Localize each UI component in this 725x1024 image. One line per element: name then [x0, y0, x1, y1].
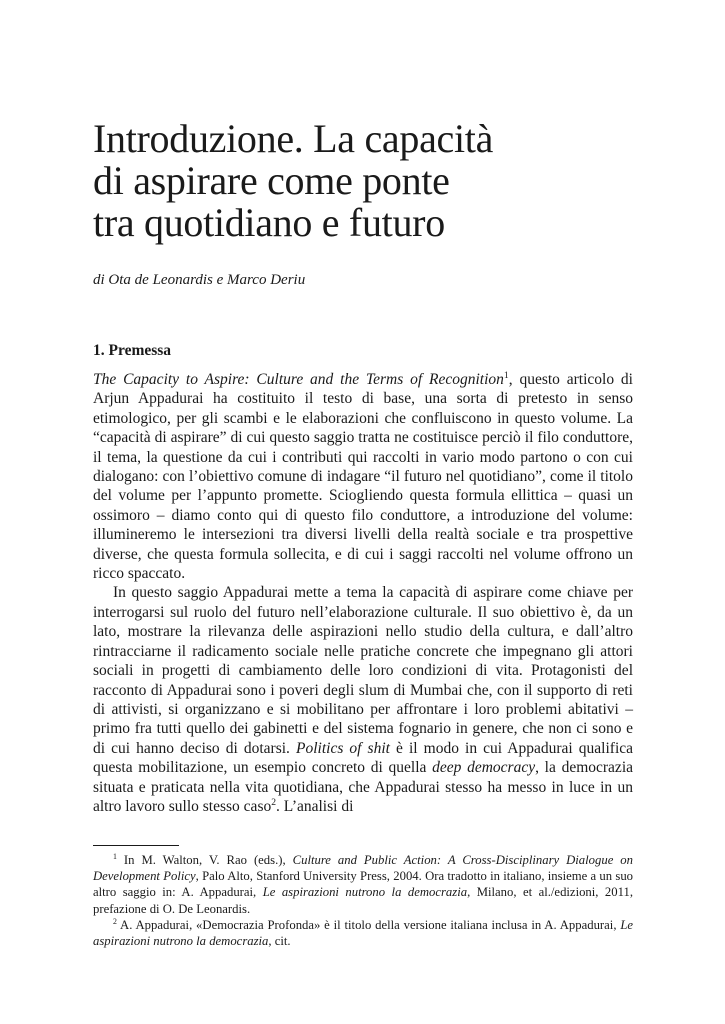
cited-title: The Capacity to Aspire: Culture and the Terms of Recognition	[93, 371, 504, 388]
emphasis: Politics of shit	[296, 739, 390, 757]
title-line: tra quotidiano e futuro	[93, 200, 445, 245]
footnote-text: , Milano, et al./edizioni, 2011, prefazione di O. De Leonardis.	[93, 885, 634, 916]
footnote-mark: 1	[113, 851, 117, 861]
paragraph-text: , questo articolo di Arjun Appadurai ha costituito il testo di base, una sorta di pretesto in senso etimologico, per gli scambi e le elaborazioni che confluiscono in questo volume. La “capacità di aspirare” di cui questo saggio tratta ne costituisce perciò il filo conduttore, il tema, la questione da cui i contributi qui raccolti in vario modo partono o con cui dialogano: con l’obiettivo comune di indagare “il futuro nel quotidiano”, come il titolo del volume per l’appunto promette. Sciogliendo questa formula ellittica – quasi un ossimoro – diamo conto qui di questo filo conduttore, a introduzione del volume: illumineremo le intersezioni tra diversi livelli della realtà sociale e tra prospettive diverse, che questa formula sollecita, e di cui i saggi raccolti nel volume offrono un ricco spaccato.	[93, 371, 633, 583]
paragraph-text: è il modo in cui Appadurai qualifica questa mobilitazione, un esempio concreto di quella	[93, 739, 634, 777]
footnote-mark: 2	[113, 916, 117, 926]
paragraph-text: , la democrazia situata e praticata nella vita quotidiana, che Appadurai stesso ha messo in luce in un altro lavoro sullo stesso caso	[93, 759, 633, 815]
paragraph	[93, 370, 633, 583]
footnote-separator	[93, 845, 179, 846]
title-line: Introduzione. La capacità	[93, 116, 494, 161]
footnote-text: , Palo Alto, Stanford University Press, 2004. Ora tradotto in italiano, insieme a un suo altro saggio in: A. Appadurai,	[93, 869, 634, 900]
body-text	[93, 370, 633, 816]
title-line: di aspirare come ponte	[93, 158, 450, 203]
paragraph	[93, 583, 633, 816]
section-heading: 1. Premessa	[93, 342, 172, 359]
chapter-title	[93, 118, 653, 244]
cited-title: Le aspirazioni nutrono la democrazia	[93, 917, 633, 949]
paragraph-text: . L’analisi di	[276, 797, 354, 815]
footnote-text: , cit.	[268, 934, 291, 949]
cited-title: Culture and Public Action: A Cross-Disciplinary Dialogue on Development Policy	[93, 853, 633, 884]
paragraph-text: In questo saggio Appadurai mette a tema la capacità di aspirare come chiave per interrogarsi sul ruolo del futuro nell’elaborazione culturale. Il suo obiettivo è, da un lato, mostrare la rilevanza delle aspirazioni nello studio della cultura, e dall’altro rintracciarne il radicamento sociale nelle pratiche concrete che impegnano gli attori sociali in progetti di cambiamento delle loro condizioni di vita. Protagonisti del racconto di Appadurai sono i poveri degli slum di Mumbai che, con il supporto di reti di attivisti, si organizzano e si mobilitano per affrontare i loro problemi abitativi – primo fra tutti quello dei gabinetti e del sistema fognario in genere, che non ci sono e di cui hanno deciso di dotarsi.	[93, 584, 633, 757]
footnote-reference[interactable]: 2	[271, 796, 277, 808]
emphasis: deep democracy	[432, 759, 536, 777]
footnote	[93, 852, 633, 917]
footnotes	[93, 852, 633, 949]
footnote-reference[interactable]: 1	[503, 369, 509, 381]
footnote	[93, 917, 633, 949]
cited-title: Le aspirazioni nutrono la democrazia	[262, 885, 468, 900]
chapter-authors: di Ota de Leonardis e Marco Deriu	[93, 272, 306, 288]
footnote-text: A. Appadurai, «Democrazia Profonda» è il titolo della versione italiana inclusa in A. Appadurai,	[116, 917, 621, 932]
footnote-text: In M. Walton, V. Rao (eds.),	[116, 853, 293, 867]
